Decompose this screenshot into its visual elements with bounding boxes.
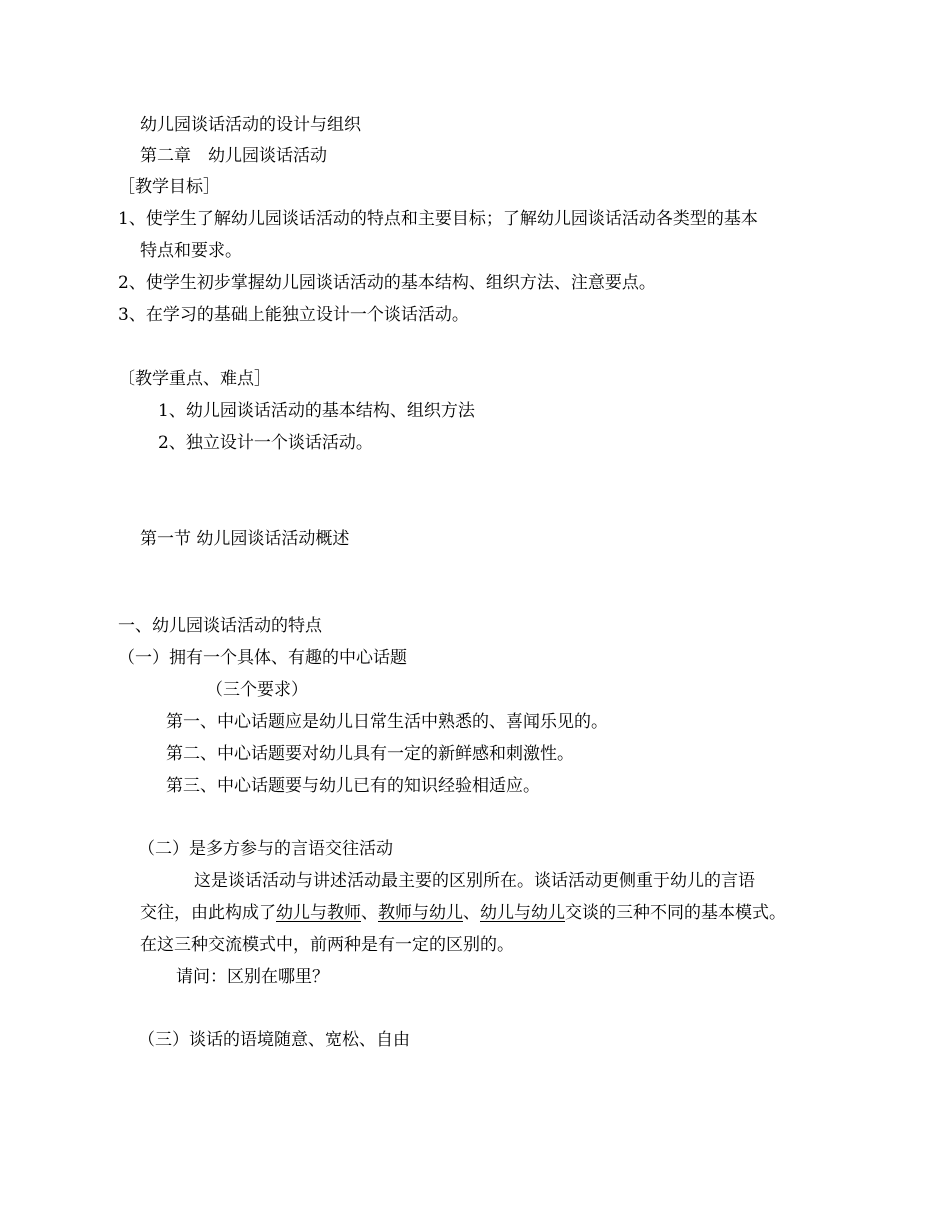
paragraph-line-3: 在这三种交流模式中，前两种是有一定的区别的。 [140,935,514,955]
mode-child-teacher: 幼儿与教师 [276,903,361,923]
separator: 、 [463,903,480,923]
paragraph-text: 交谈的三种不同的基本模式。 [565,903,786,923]
paragraph-line-2 [140,902,786,924]
keypoint-item-1: 1、幼儿园谈话活动的基本结构、组织方法 [158,401,475,421]
mode-child-child: 幼儿与幼儿 [480,903,565,923]
goal-item-3: 3、在学习的基础上能独立设计一个谈话活动。 [118,305,469,325]
part-heading: 一、幼儿园谈话活动的特点 [118,616,322,636]
document-title: 幼儿园谈话活动的设计与组织 [140,115,361,135]
paragraph-text: 交往，由此构成了 [140,903,276,923]
chapter-title: 第二章 幼儿园谈话活动 [140,146,327,166]
subsection-heading-3: （三）谈话的语境随意、宽松、自由 [138,1030,410,1050]
subsection-heading-1: （一）拥有一个具体、有趣的中心话题 [118,648,407,668]
goal-item-1-continued: 特点和要求。 [140,241,242,261]
requirement-2: 第二、中心话题要对幼儿具有一定的新鲜感和刺激性。 [166,744,574,764]
subsection-heading-2: （二）是多方参与的言语交往活动 [138,839,393,859]
goals-heading: ［教学目标］ [118,177,220,197]
section-title: 第一节 幼儿园谈话活动概述 [140,529,350,549]
requirements-note: （三个要求） [206,680,308,700]
paragraph-line-1: 这是谈话活动与讲述活动最主要的区别所在。谈话活动更侧重于幼儿的言语 [194,871,755,891]
question-line: 请问：区别在哪里？ [176,967,329,987]
mode-teacher-child: 教师与幼儿 [378,903,463,923]
requirement-1: 第一、中心话题应是幼儿日常生活中熟悉的、喜闻乐见的。 [166,712,608,732]
requirement-3: 第三、中心话题要与幼儿已有的知识经验相适应。 [166,776,540,796]
goal-item-1: 1、使学生了解幼儿园谈话活动的特点和主要目标；了解幼儿园谈话活动各类型的基本 [118,209,758,229]
keypoint-item-2: 2、独立设计一个谈话活动。 [158,433,373,453]
keypoints-heading: 〔教学重点、难点］ [118,369,271,389]
goal-item-2: 2、使学生初步掌握幼儿园谈话活动的基本结构、组织方法、注意要点。 [118,273,656,293]
separator: 、 [361,903,378,923]
